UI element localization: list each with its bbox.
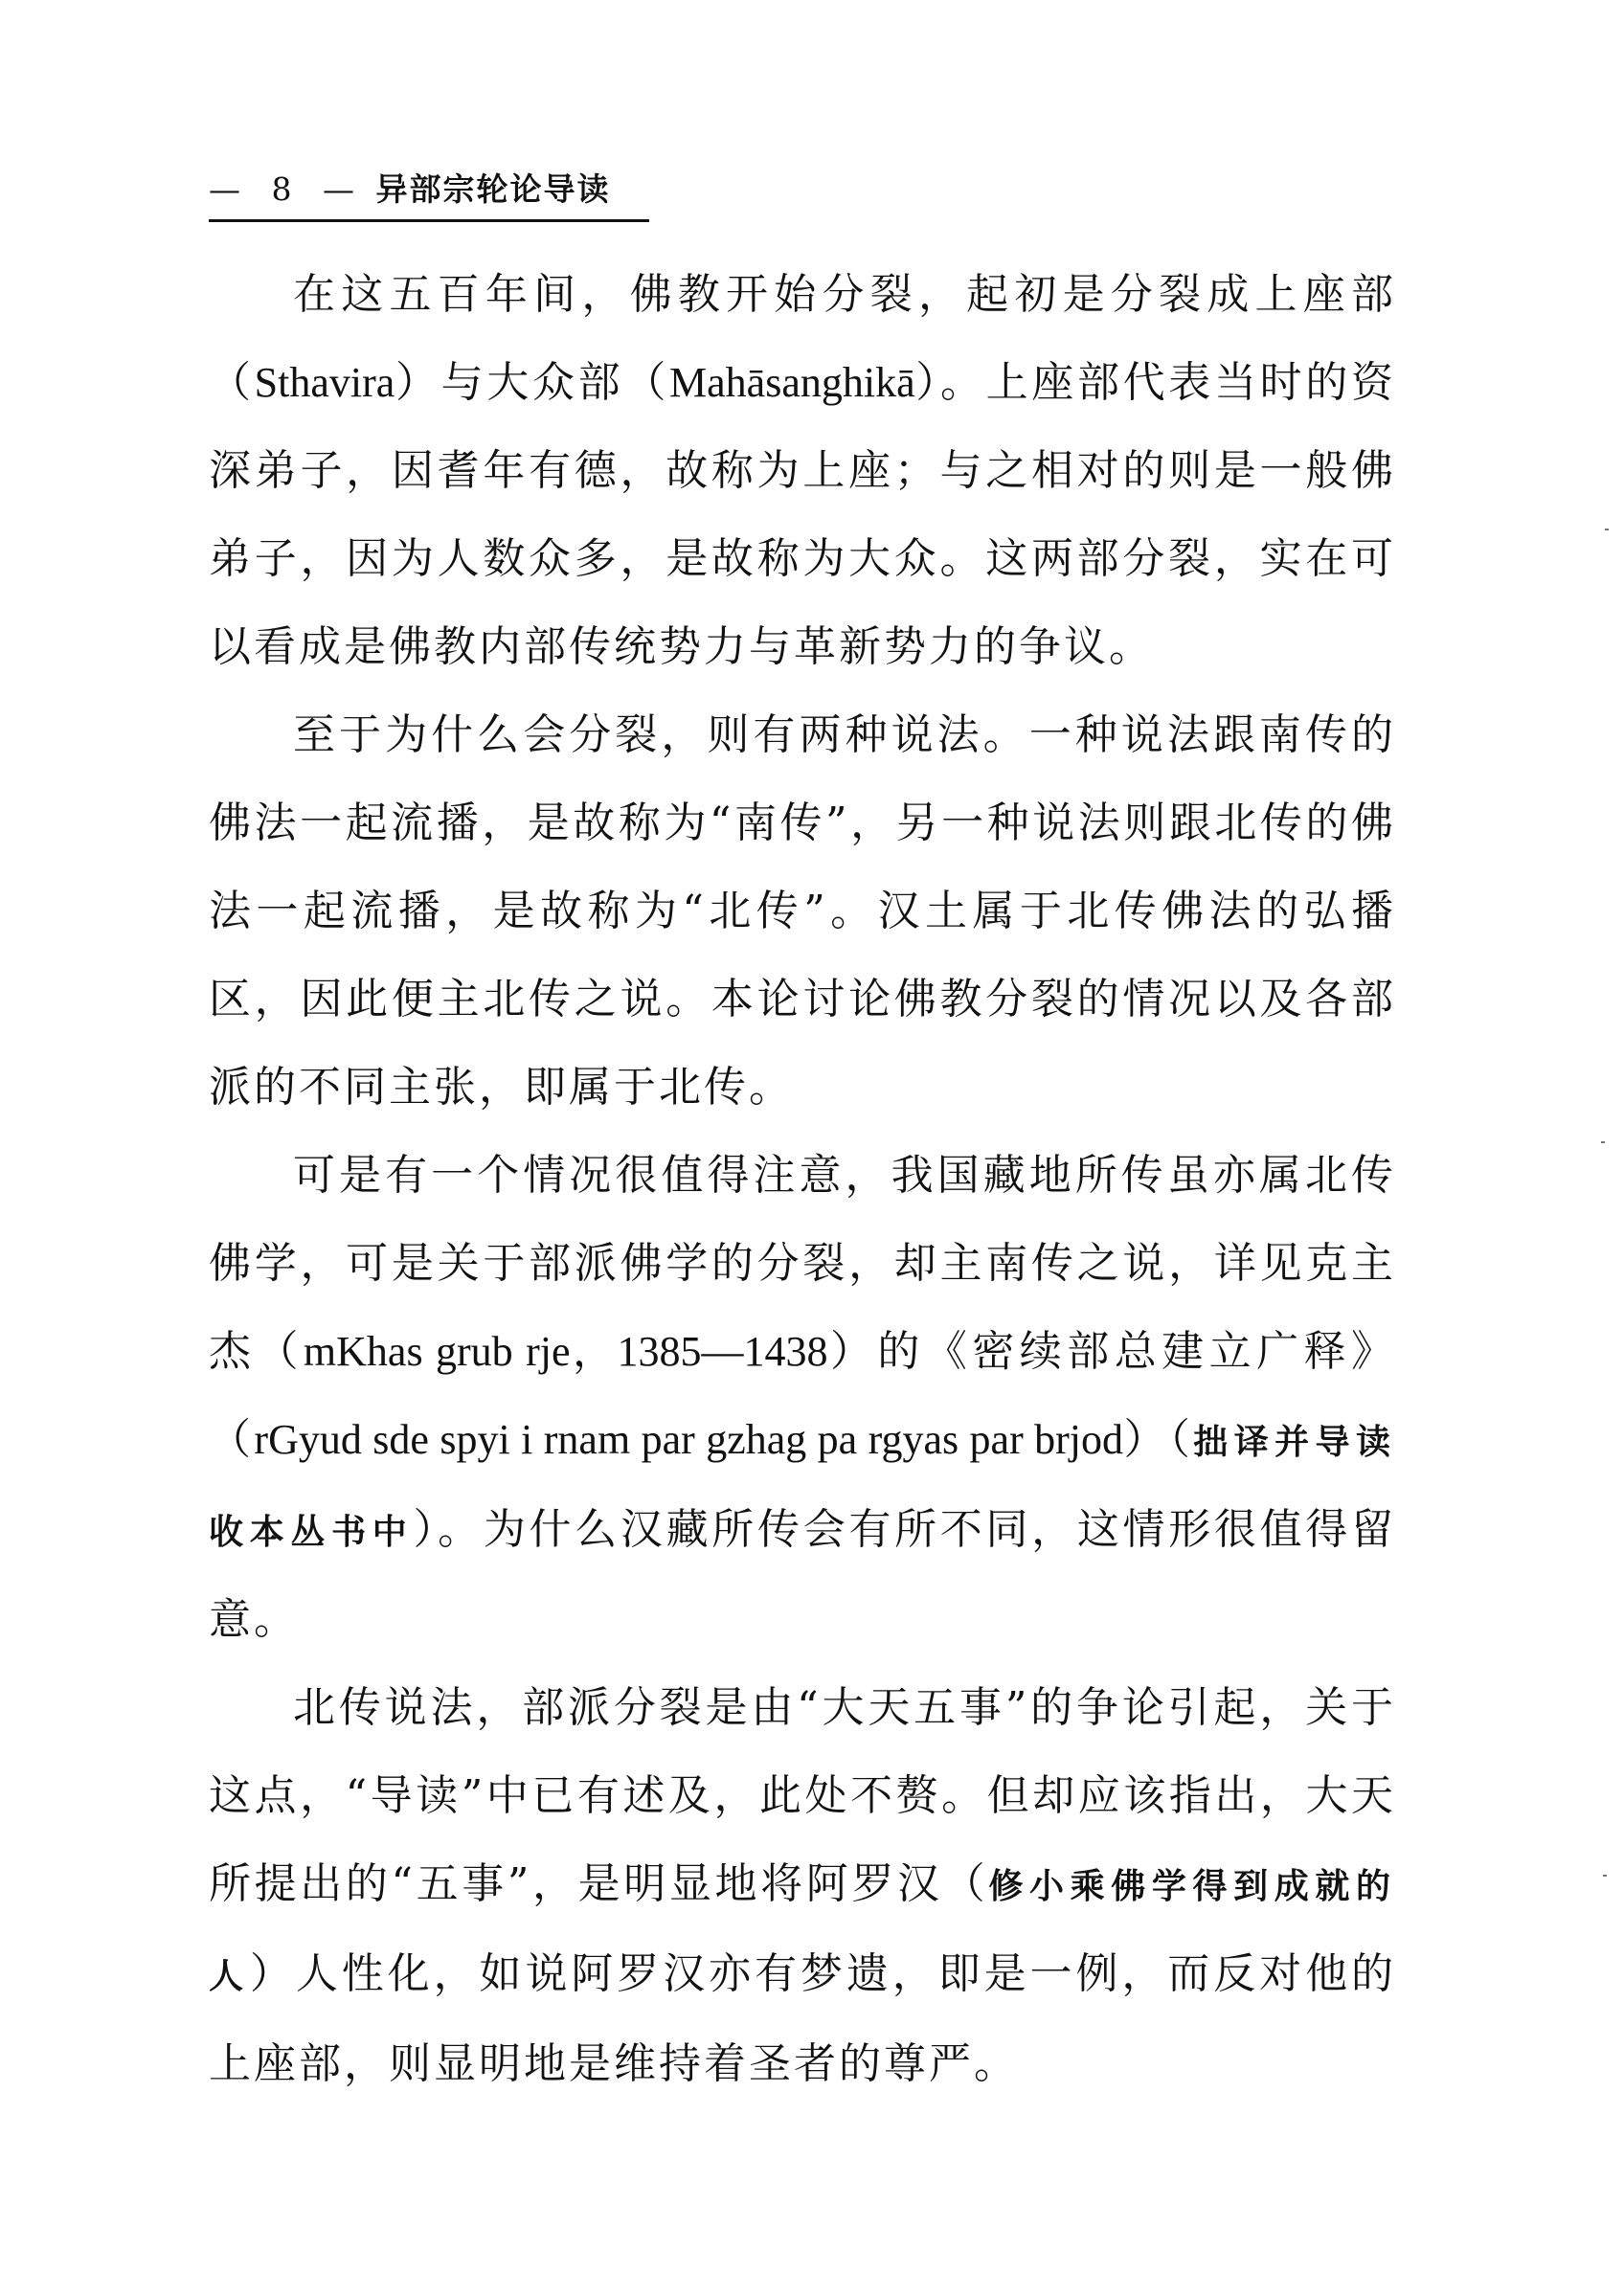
scan-speck — [1605, 529, 1609, 530]
running-header — [209, 165, 649, 222]
p3-text-c: ）（ — [1123, 1415, 1194, 1464]
body-text — [209, 251, 1396, 2108]
book-title: 异部宗轮论导读 — [375, 170, 611, 208]
p3-translation-note: 拙译并导读收本丛书中 — [209, 1422, 1396, 1552]
p1-text-b: ）与大众部（ — [395, 358, 670, 407]
page-number: 8 — [271, 170, 294, 208]
paragraph-2: 至于为什么会分裂，则有两种说法。一种说法跟南传的佛法一起流播，是故称为“南传”，另一种说法则跟北传的佛法一起流播，是故称为“北传”。汉土属于北传佛法的弘播区，因此便主北传之说。本论讨论佛教分裂的情况以及各部派的不同主张，即属于北传。 — [209, 710, 1396, 1112]
p1-term-sthavira: Sthavira — [254, 359, 395, 406]
p4-arhat-note: 修小乘佛学得到成就的人 — [209, 1866, 1396, 1996]
header-dash-right: — — [323, 170, 356, 208]
p3-text-b: ）的《密续部总建立广释》（ — [209, 1327, 1397, 1464]
paragraph-3 — [209, 1132, 1396, 1664]
p1-text-c: ）。上座部代表当时的资深弟子，因耆年有德，故称为上座；与之相对的则是一般佛弟子，因为人数众多，是故称为大众。这两部分裂，实在可以看成是佛教内部传统势力与革新势力的争议。 — [209, 358, 1396, 671]
paragraph-1 — [209, 251, 1396, 691]
p1-text-a: 在这五百年间，佛教开始分裂，起初是分裂成上座部（ — [209, 270, 1396, 407]
p3-text-d: ）。为什么汉藏所传会有所不同，这情形很值得留意。 — [209, 1505, 1396, 1644]
p3-tibetan-title: rGyud sde spyi i rnam par gzhag pa rgyas par brjod — [254, 1416, 1124, 1463]
p1-term-mahasanghika: Mahāsanghikā — [669, 359, 915, 406]
p3-author-name: mKhas grub rje，1385—1438 — [303, 1328, 828, 1375]
p4-text-a: 北传说法，部派分裂是由“大天五事”的争论引起，关于这点，“导读”中已有述及，此处不赘。但却应该指出，大天所提出的“五事”，是明显地将阿罗汉（ — [209, 1683, 1396, 1908]
scan-speck — [1601, 1141, 1605, 1143]
p4-text-b: ）人性化，如说阿罗汉亦有梦遗，即是一例，而反对他的上座部，则显明地是维持着圣者的尊严。 — [209, 1949, 1396, 2088]
scan-speck — [1603, 1875, 1607, 1877]
p3-text-a: 可是有一个情况很值得注意，我国藏地所传虽亦属北传佛学，可是关于部派佛学的分裂，却主南传之说，详见克主杰（ — [209, 1151, 1396, 1376]
header-dash-left: — — [209, 170, 242, 208]
paragraph-4 — [209, 1664, 1396, 2108]
